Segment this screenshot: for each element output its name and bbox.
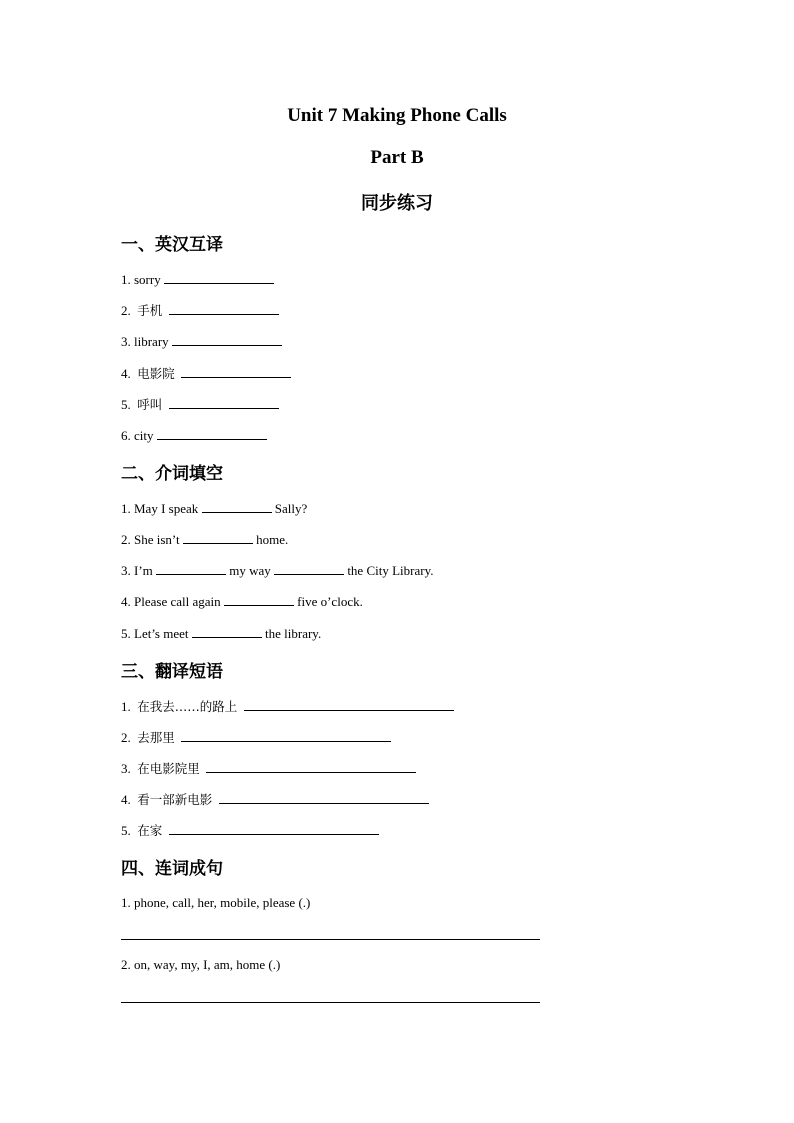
sentence-item: 1. phone, call, her, mobile, please (.): [121, 895, 311, 910]
section-heading-phrases: 三、翻译短语: [121, 662, 223, 682]
answer-blank[interactable]: [224, 593, 294, 606]
answer-line[interactable]: [121, 939, 540, 940]
answer-blank[interactable]: [169, 396, 279, 409]
answer-blank[interactable]: [192, 625, 262, 638]
section-heading-translation: 一、英汉互译: [121, 235, 223, 255]
phrase-item: 3. 在电影院里: [121, 760, 416, 777]
answer-line[interactable]: [121, 1002, 540, 1003]
answer-blank[interactable]: [219, 791, 429, 804]
preposition-item: 1. May I speak Sally?: [121, 501, 308, 516]
preposition-item: 3. I’m my way the City Library.: [121, 563, 434, 578]
worksheet-subtitle: Part B: [370, 147, 424, 168]
answer-blank[interactable]: [169, 302, 279, 315]
phrase-item: 5. 在家: [121, 822, 379, 839]
translation-item: 6. city: [121, 427, 267, 444]
answer-blank[interactable]: [172, 333, 282, 346]
worksheet-title: Unit 7 Making Phone Calls: [287, 105, 507, 126]
preposition-item: 4. Please call again five o’clock.: [121, 594, 363, 609]
answer-blank[interactable]: [206, 760, 416, 773]
section-heading-prepositions: 二、介词填空: [121, 464, 223, 484]
preposition-item: 2. She isn’t home.: [121, 532, 289, 547]
phrase-item: 2. 去那里: [121, 729, 391, 746]
answer-blank[interactable]: [202, 500, 272, 513]
translation-item: 1. sorry: [121, 271, 274, 288]
answer-blank[interactable]: [181, 729, 391, 742]
translation-item: 3. library: [121, 333, 282, 350]
answer-blank[interactable]: [157, 427, 267, 440]
preposition-item: 5. Let’s meet the library.: [121, 626, 322, 641]
answer-blank[interactable]: [183, 531, 253, 544]
phrase-item: 1. 在我去……的路上: [121, 698, 454, 715]
sentence-item: 2. on, way, my, I, am, home (.): [121, 957, 281, 972]
translation-item: 5. 呼叫: [121, 396, 279, 413]
answer-blank[interactable]: [164, 271, 274, 284]
answer-blank[interactable]: [274, 562, 344, 575]
section-heading-sentences: 四、连词成句: [121, 859, 223, 879]
translation-item: 2. 手机: [121, 302, 279, 319]
answer-blank[interactable]: [156, 562, 226, 575]
phrase-item: 4. 看一部新电影: [121, 791, 429, 808]
answer-blank[interactable]: [181, 365, 291, 378]
translation-item: 4. 电影院: [121, 365, 291, 382]
answer-blank[interactable]: [169, 822, 379, 835]
worksheet-subtitle-cn: 同步练习: [361, 193, 433, 214]
answer-blank[interactable]: [244, 698, 454, 711]
